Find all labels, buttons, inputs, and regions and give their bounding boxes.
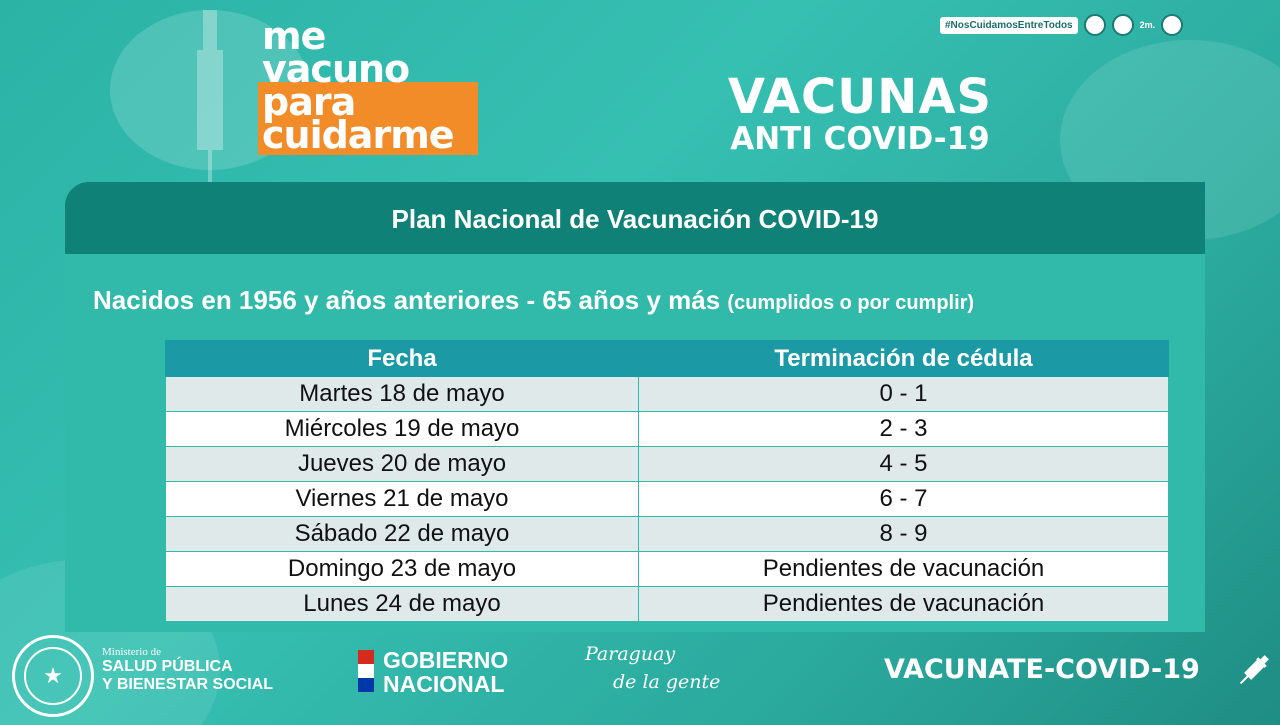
logo-line: me: [262, 14, 326, 58]
paraguay-line-2: de la gente: [613, 671, 721, 693]
id-ending-cell: Pendientes de vacunación: [639, 587, 1169, 622]
date-cell: Domingo 23 de mayo: [166, 552, 639, 587]
government-line-2: NACIONAL: [383, 671, 505, 697]
paraguay-brand: [585, 640, 720, 696]
date-cell: Lunes 24 de mayo: [166, 587, 639, 622]
headline-line-2: ANTI COVID-19: [730, 121, 990, 157]
distance-label: 2m.: [1139, 20, 1156, 30]
date-cell: Jueves 20 de mayo: [166, 447, 639, 482]
subtitle-main: Nacidos en 1956 y años anteriores - 65 años y más: [93, 285, 721, 315]
ministry-small: Ministerio de: [102, 646, 161, 658]
table-row: [166, 482, 1169, 517]
ministry-logo: [102, 646, 273, 694]
schedule-panel: [65, 182, 1205, 632]
hashtag-strip: [940, 14, 1183, 36]
government-logo: [383, 648, 508, 696]
campaign-logo: [262, 14, 454, 157]
syringe-icon: [1234, 650, 1274, 690]
table-row: [166, 587, 1169, 622]
paraguay-line-1: Paraguay: [585, 643, 676, 665]
ministry-line-1: SALUD PÚBLICA: [102, 658, 233, 675]
logo-line: cuidarme: [262, 113, 454, 157]
id-ending-cell: Pendientes de vacunación: [639, 552, 1169, 587]
table-header-row: [166, 341, 1169, 377]
id-ending-cell: 0 - 1: [639, 377, 1169, 412]
headline-line-1: VACUNAS: [727, 69, 993, 125]
star-icon: ★: [24, 647, 82, 705]
subtitle-note: (cumplidos o por cumplir): [727, 292, 975, 314]
date-cell: Viernes 21 de mayo: [166, 482, 639, 517]
logo-line: vacuno: [262, 47, 410, 91]
mask-icon: [1084, 14, 1106, 36]
date-cell: Miércoles 19 de mayo: [166, 412, 639, 447]
hand-wash-icon: [1112, 14, 1134, 36]
panel-subtitle: [93, 285, 974, 316]
table-row: [166, 412, 1169, 447]
flag-icon: [358, 650, 374, 692]
ventilation-icon: [1161, 14, 1183, 36]
id-ending-cell: 4 - 5: [639, 447, 1169, 482]
campaign-tag: VACUNATE-COVID-19: [884, 654, 1200, 685]
hashtag-label: #NosCuidamosEntreTodos: [940, 17, 1078, 34]
national-seal-icon: [12, 635, 94, 717]
schedule-table: [165, 340, 1169, 622]
table-row: [166, 552, 1169, 587]
id-ending-cell: 2 - 3: [639, 412, 1169, 447]
column-header-id-ending: Terminación de cédula: [639, 341, 1169, 377]
headline: [700, 69, 1020, 157]
column-header-date: Fecha: [166, 341, 639, 377]
id-ending-cell: 8 - 9: [639, 517, 1169, 552]
footer: [0, 632, 1280, 725]
government-line-1: GOBIERNO: [383, 647, 509, 673]
table-row: [166, 447, 1169, 482]
panel-title: Plan Nacional de Vacunación COVID-19: [65, 182, 1205, 254]
date-cell: Martes 18 de mayo: [166, 377, 639, 412]
id-ending-cell: 6 - 7: [639, 482, 1169, 517]
table-row: [166, 517, 1169, 552]
ministry-line-2: Y BIENESTAR SOCIAL: [102, 676, 273, 693]
syringe-illustration-icon: [175, 10, 245, 190]
logo-line: para: [262, 80, 356, 124]
table-row: [166, 377, 1169, 412]
date-cell: Sábado 22 de mayo: [166, 517, 639, 552]
